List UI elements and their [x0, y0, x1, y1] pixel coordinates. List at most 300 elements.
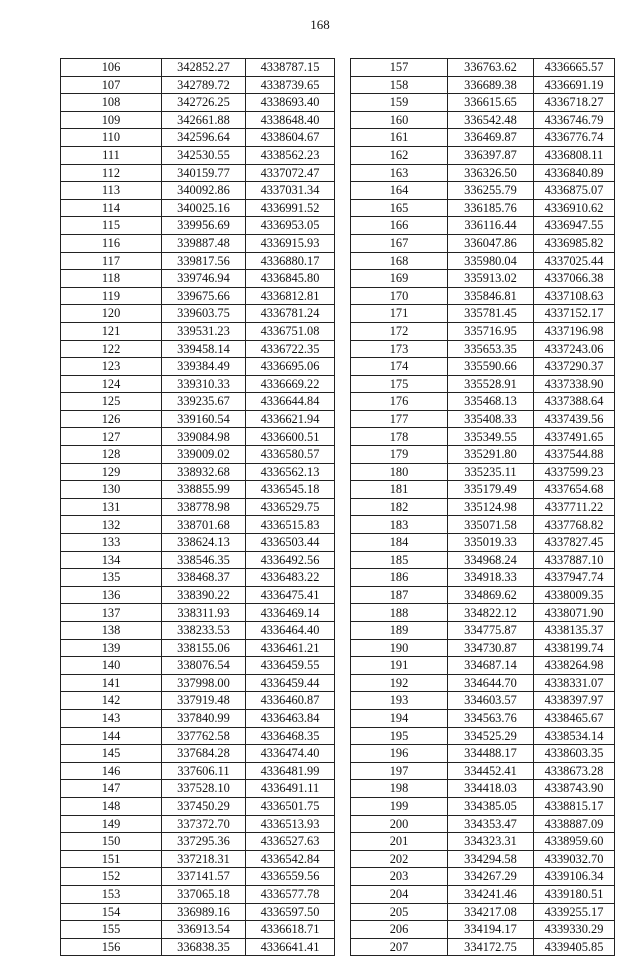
x-coordinate-cell: 334730.87: [448, 639, 534, 657]
table-row: [351, 938, 615, 956]
y-coordinate-cell: 4336474.40: [246, 745, 335, 763]
y-coordinate-cell: 4336501.75: [246, 797, 335, 815]
point-number-cell: 116: [61, 234, 162, 252]
y-coordinate-cell: 4336459.55: [246, 657, 335, 675]
y-coordinate-cell: 4336562.13: [246, 463, 335, 481]
table-row: [351, 815, 615, 833]
y-coordinate-cell: 4337827.45: [534, 534, 615, 552]
point-number-cell: 184: [351, 534, 448, 552]
point-number-cell: 160: [351, 111, 448, 129]
table-row: [61, 692, 335, 710]
table-row: [351, 569, 615, 587]
table-row: [351, 463, 615, 481]
y-coordinate-cell: 4338887.09: [534, 815, 615, 833]
y-coordinate-cell: 4338787.15: [246, 59, 335, 77]
point-number-cell: 134: [61, 551, 162, 569]
x-coordinate-cell: 342530.55: [162, 146, 246, 164]
x-coordinate-cell: 342596.64: [162, 129, 246, 147]
y-coordinate-cell: 4338603.35: [534, 745, 615, 763]
point-number-cell: 186: [351, 569, 448, 587]
point-number-cell: 175: [351, 375, 448, 393]
x-coordinate-cell: 337295.36: [162, 833, 246, 851]
y-coordinate-cell: 4337290.37: [534, 358, 615, 376]
table-row: [351, 129, 615, 147]
x-coordinate-cell: 340159.77: [162, 164, 246, 182]
y-coordinate-cell: 4336722.35: [246, 340, 335, 358]
point-number-cell: 130: [61, 481, 162, 499]
y-coordinate-cell: 4336577.78: [246, 885, 335, 903]
table-row: [61, 129, 335, 147]
table-row: [351, 498, 615, 516]
x-coordinate-cell: 337065.18: [162, 885, 246, 903]
point-number-cell: 206: [351, 921, 448, 939]
y-coordinate-cell: 4336580.57: [246, 446, 335, 464]
table-row: [351, 727, 615, 745]
table-row: [351, 252, 615, 270]
point-number-cell: 165: [351, 199, 448, 217]
x-coordinate-cell: 337450.29: [162, 797, 246, 815]
x-coordinate-cell: 339160.54: [162, 410, 246, 428]
x-coordinate-cell: 334194.17: [448, 921, 534, 939]
x-coordinate-cell: 336047.86: [448, 234, 534, 252]
table-row: [61, 340, 335, 358]
point-number-cell: 196: [351, 745, 448, 763]
point-number-cell: 172: [351, 322, 448, 340]
point-number-cell: 174: [351, 358, 448, 376]
y-coordinate-cell: 4336597.50: [246, 903, 335, 921]
x-coordinate-cell: 334217.08: [448, 903, 534, 921]
point-number-cell: 194: [351, 709, 448, 727]
point-number-cell: 192: [351, 674, 448, 692]
y-coordinate-cell: 4339330.29: [534, 921, 615, 939]
table-row: [351, 709, 615, 727]
table-row: [351, 94, 615, 112]
table-row: [351, 674, 615, 692]
x-coordinate-cell: 334418.03: [448, 780, 534, 798]
x-coordinate-cell: 339746.94: [162, 270, 246, 288]
point-number-cell: 107: [61, 76, 162, 94]
x-coordinate-cell: 342852.27: [162, 59, 246, 77]
table-row: [61, 850, 335, 868]
point-number-cell: 187: [351, 586, 448, 604]
y-coordinate-cell: 4336529.75: [246, 498, 335, 516]
x-coordinate-cell: 335124.98: [448, 498, 534, 516]
point-number-cell: 115: [61, 217, 162, 235]
y-coordinate-cell: 4337388.64: [534, 393, 615, 411]
x-coordinate-cell: 337684.28: [162, 745, 246, 763]
point-number-cell: 204: [351, 885, 448, 903]
table-row: [61, 938, 335, 956]
table-row: [351, 639, 615, 657]
table-row: [351, 59, 615, 77]
table-row: [61, 146, 335, 164]
point-number-cell: 176: [351, 393, 448, 411]
y-coordinate-cell: 4337196.98: [534, 322, 615, 340]
point-number-cell: 126: [61, 410, 162, 428]
point-number-cell: 153: [61, 885, 162, 903]
point-number-cell: 112: [61, 164, 162, 182]
table-row: [61, 252, 335, 270]
x-coordinate-cell: 335349.55: [448, 428, 534, 446]
table-row: [61, 797, 335, 815]
point-number-cell: 200: [351, 815, 448, 833]
y-coordinate-cell: 4337108.63: [534, 287, 615, 305]
point-number-cell: 207: [351, 938, 448, 956]
y-coordinate-cell: 4338815.17: [534, 797, 615, 815]
table-row: [351, 111, 615, 129]
point-number-cell: 119: [61, 287, 162, 305]
x-coordinate-cell: 335846.81: [448, 287, 534, 305]
y-coordinate-cell: 4336527.63: [246, 833, 335, 851]
x-coordinate-cell: 338778.98: [162, 498, 246, 516]
y-coordinate-cell: 4336781.24: [246, 305, 335, 323]
x-coordinate-cell: 338624.13: [162, 534, 246, 552]
y-coordinate-cell: 4337491.65: [534, 428, 615, 446]
x-coordinate-cell: 336763.62: [448, 59, 534, 77]
y-coordinate-cell: 4337887.10: [534, 551, 615, 569]
table-row: [351, 692, 615, 710]
table-row: [61, 534, 335, 552]
x-coordinate-cell: 337998.00: [162, 674, 246, 692]
y-coordinate-cell: 4336559.56: [246, 868, 335, 886]
y-coordinate-cell: 4338562.23: [246, 146, 335, 164]
table-row: [61, 287, 335, 305]
x-coordinate-cell: 336989.16: [162, 903, 246, 921]
table-row: [61, 745, 335, 763]
table-row: [61, 516, 335, 534]
x-coordinate-cell: 339384.49: [162, 358, 246, 376]
x-coordinate-cell: 339531.23: [162, 322, 246, 340]
y-coordinate-cell: 4336845.80: [246, 270, 335, 288]
y-coordinate-cell: 4336808.11: [534, 146, 615, 164]
point-number-cell: 141: [61, 674, 162, 692]
table-row: [61, 498, 335, 516]
y-coordinate-cell: 4336985.82: [534, 234, 615, 252]
point-number-cell: 161: [351, 129, 448, 147]
x-coordinate-cell: 335781.45: [448, 305, 534, 323]
x-coordinate-cell: 336397.87: [448, 146, 534, 164]
point-number-cell: 201: [351, 833, 448, 851]
point-number-cell: 159: [351, 94, 448, 112]
table-row: [351, 146, 615, 164]
table-row: [351, 446, 615, 464]
x-coordinate-cell: 334172.75: [448, 938, 534, 956]
y-coordinate-cell: 4338465.67: [534, 709, 615, 727]
table-row: [351, 534, 615, 552]
x-coordinate-cell: 335590.66: [448, 358, 534, 376]
x-coordinate-cell: 334775.87: [448, 622, 534, 640]
y-coordinate-cell: 4339405.85: [534, 938, 615, 956]
table-row: [61, 94, 335, 112]
x-coordinate-cell: 335528.91: [448, 375, 534, 393]
x-coordinate-cell: 338468.37: [162, 569, 246, 587]
point-number-cell: 146: [61, 762, 162, 780]
table-row: [351, 375, 615, 393]
x-coordinate-cell: 334294.58: [448, 850, 534, 868]
x-coordinate-cell: 338311.93: [162, 604, 246, 622]
y-coordinate-cell: 4336953.05: [246, 217, 335, 235]
y-coordinate-cell: 4336461.21: [246, 639, 335, 657]
table-row: [351, 340, 615, 358]
y-coordinate-cell: 4338743.90: [534, 780, 615, 798]
y-coordinate-cell: 4338534.14: [534, 727, 615, 745]
point-number-cell: 171: [351, 305, 448, 323]
table-row: [61, 111, 335, 129]
x-coordinate-cell: 336255.79: [448, 182, 534, 200]
x-coordinate-cell: 339956.69: [162, 217, 246, 235]
point-number-cell: 123: [61, 358, 162, 376]
y-coordinate-cell: 4339255.17: [534, 903, 615, 921]
point-number-cell: 182: [351, 498, 448, 516]
point-number-cell: 173: [351, 340, 448, 358]
table-row: [61, 868, 335, 886]
point-number-cell: 156: [61, 938, 162, 956]
table-row: [61, 270, 335, 288]
x-coordinate-cell: 340025.16: [162, 199, 246, 217]
x-coordinate-cell: 334869.62: [448, 586, 534, 604]
y-coordinate-cell: 4336776.74: [534, 129, 615, 147]
x-coordinate-cell: 334525.29: [448, 727, 534, 745]
point-number-cell: 139: [61, 639, 162, 657]
y-coordinate-cell: 4337599.23: [534, 463, 615, 481]
table-row: [61, 234, 335, 252]
table-row: [351, 481, 615, 499]
point-number-cell: 151: [61, 850, 162, 868]
point-number-cell: 168: [351, 252, 448, 270]
x-coordinate-cell: 336185.76: [448, 199, 534, 217]
table-row: [351, 182, 615, 200]
table-row: [61, 674, 335, 692]
y-coordinate-cell: 4338199.74: [534, 639, 615, 657]
x-coordinate-cell: 339675.66: [162, 287, 246, 305]
table-row: [61, 709, 335, 727]
y-coordinate-cell: 4336621.94: [246, 410, 335, 428]
point-number-cell: 154: [61, 903, 162, 921]
x-coordinate-cell: 334385.05: [448, 797, 534, 815]
point-number-cell: 198: [351, 780, 448, 798]
point-number-cell: 128: [61, 446, 162, 464]
table-row: [351, 797, 615, 815]
point-number-cell: 164: [351, 182, 448, 200]
y-coordinate-cell: 4336600.51: [246, 428, 335, 446]
point-number-cell: 178: [351, 428, 448, 446]
table-row: [61, 463, 335, 481]
y-coordinate-cell: 4336464.40: [246, 622, 335, 640]
x-coordinate-cell: 335408.33: [448, 410, 534, 428]
x-coordinate-cell: 339458.14: [162, 340, 246, 358]
point-number-cell: 152: [61, 868, 162, 886]
table-row: [351, 551, 615, 569]
y-coordinate-cell: 4338648.40: [246, 111, 335, 129]
y-coordinate-cell: 4338397.97: [534, 692, 615, 710]
table-row: [351, 604, 615, 622]
y-coordinate-cell: 4336469.14: [246, 604, 335, 622]
y-coordinate-cell: 4336840.89: [534, 164, 615, 182]
table-row: [351, 657, 615, 675]
x-coordinate-cell: 339887.48: [162, 234, 246, 252]
table-row: [351, 868, 615, 886]
point-number-cell: 113: [61, 182, 162, 200]
x-coordinate-cell: 338076.54: [162, 657, 246, 675]
table-row: [351, 164, 615, 182]
table-row: [61, 182, 335, 200]
table-row: [61, 393, 335, 411]
table-row: [61, 727, 335, 745]
x-coordinate-cell: 336838.35: [162, 938, 246, 956]
table-row: [351, 850, 615, 868]
y-coordinate-cell: 4336991.52: [246, 199, 335, 217]
table-row: [351, 516, 615, 534]
y-coordinate-cell: 4336459.44: [246, 674, 335, 692]
table-row: [61, 59, 335, 77]
point-number-cell: 158: [351, 76, 448, 94]
table-row: [61, 639, 335, 657]
x-coordinate-cell: 337840.99: [162, 709, 246, 727]
y-coordinate-cell: 4336513.93: [246, 815, 335, 833]
y-coordinate-cell: 4336915.93: [246, 234, 335, 252]
table-row: [61, 903, 335, 921]
y-coordinate-cell: 4336481.99: [246, 762, 335, 780]
y-coordinate-cell: 4337338.90: [534, 375, 615, 393]
table-row: [61, 428, 335, 446]
point-number-cell: 108: [61, 94, 162, 112]
point-number-cell: 177: [351, 410, 448, 428]
table-row: [351, 76, 615, 94]
x-coordinate-cell: 335468.13: [448, 393, 534, 411]
table-row: [61, 657, 335, 675]
point-number-cell: 188: [351, 604, 448, 622]
y-coordinate-cell: 4336695.06: [246, 358, 335, 376]
x-coordinate-cell: 334323.31: [448, 833, 534, 851]
page-number: 168: [310, 17, 330, 32]
x-coordinate-cell: 338932.68: [162, 463, 246, 481]
y-coordinate-cell: 4336463.84: [246, 709, 335, 727]
x-coordinate-cell: 334241.46: [448, 885, 534, 903]
point-number-cell: 138: [61, 622, 162, 640]
y-coordinate-cell: 4338604.67: [246, 129, 335, 147]
table-row: [351, 393, 615, 411]
point-number-cell: 118: [61, 270, 162, 288]
y-coordinate-cell: 4336880.17: [246, 252, 335, 270]
y-coordinate-cell: 4336665.57: [534, 59, 615, 77]
table-row: [61, 358, 335, 376]
table-row: [61, 586, 335, 604]
table-row: [61, 622, 335, 640]
point-number-cell: 181: [351, 481, 448, 499]
table-row: [61, 322, 335, 340]
table-row: [351, 903, 615, 921]
table-row: [351, 287, 615, 305]
point-number-cell: 166: [351, 217, 448, 235]
x-coordinate-cell: 335235.11: [448, 463, 534, 481]
point-number-cell: 170: [351, 287, 448, 305]
y-coordinate-cell: 4337654.68: [534, 481, 615, 499]
coordinates-table-right: [350, 58, 615, 956]
x-coordinate-cell: 338233.53: [162, 622, 246, 640]
x-coordinate-cell: 334687.14: [448, 657, 534, 675]
x-coordinate-cell: 338546.35: [162, 551, 246, 569]
y-coordinate-cell: 4338673.28: [534, 762, 615, 780]
x-coordinate-cell: 338390.22: [162, 586, 246, 604]
x-coordinate-cell: 335980.04: [448, 252, 534, 270]
x-coordinate-cell: 335653.35: [448, 340, 534, 358]
table-row: [61, 217, 335, 235]
point-number-cell: 127: [61, 428, 162, 446]
point-number-cell: 193: [351, 692, 448, 710]
x-coordinate-cell: 334488.17: [448, 745, 534, 763]
point-number-cell: 147: [61, 780, 162, 798]
point-number-cell: 179: [351, 446, 448, 464]
x-coordinate-cell: 334644.70: [448, 674, 534, 692]
x-coordinate-cell: 336542.48: [448, 111, 534, 129]
table-row: [61, 833, 335, 851]
y-coordinate-cell: 4337544.88: [534, 446, 615, 464]
table-row: [61, 885, 335, 903]
table-row: [61, 762, 335, 780]
x-coordinate-cell: 339084.98: [162, 428, 246, 446]
table-row: [61, 551, 335, 569]
table-row: [351, 428, 615, 446]
y-coordinate-cell: 4336618.71: [246, 921, 335, 939]
table-row: [351, 921, 615, 939]
point-number-cell: 137: [61, 604, 162, 622]
point-number-cell: 183: [351, 516, 448, 534]
y-coordinate-cell: 4339106.34: [534, 868, 615, 886]
y-coordinate-cell: 4336751.08: [246, 322, 335, 340]
point-number-cell: 117: [61, 252, 162, 270]
table-row: [61, 164, 335, 182]
x-coordinate-cell: 342789.72: [162, 76, 246, 94]
point-number-cell: 111: [61, 146, 162, 164]
y-coordinate-cell: 4336812.81: [246, 287, 335, 305]
point-number-cell: 155: [61, 921, 162, 939]
y-coordinate-cell: 4338135.37: [534, 622, 615, 640]
x-coordinate-cell: 334968.24: [448, 551, 534, 569]
x-coordinate-cell: 337919.48: [162, 692, 246, 710]
x-coordinate-cell: 336615.65: [448, 94, 534, 112]
y-coordinate-cell: 4336491.11: [246, 780, 335, 798]
x-coordinate-cell: 334563.76: [448, 709, 534, 727]
point-number-cell: 190: [351, 639, 448, 657]
point-number-cell: 122: [61, 340, 162, 358]
y-coordinate-cell: 4336746.79: [534, 111, 615, 129]
point-number-cell: 110: [61, 129, 162, 147]
x-coordinate-cell: 334603.57: [448, 692, 534, 710]
y-coordinate-cell: 4338331.07: [534, 674, 615, 692]
point-number-cell: 143: [61, 709, 162, 727]
table-row: [351, 745, 615, 763]
y-coordinate-cell: 4336875.07: [534, 182, 615, 200]
x-coordinate-cell: 338155.06: [162, 639, 246, 657]
x-coordinate-cell: 337141.57: [162, 868, 246, 886]
x-coordinate-cell: 342661.88: [162, 111, 246, 129]
x-coordinate-cell: 336913.54: [162, 921, 246, 939]
x-coordinate-cell: 338701.68: [162, 516, 246, 534]
table-row: [61, 780, 335, 798]
table-row: [61, 815, 335, 833]
point-number-cell: 195: [351, 727, 448, 745]
y-coordinate-cell: 4337711.22: [534, 498, 615, 516]
x-coordinate-cell: 342726.25: [162, 94, 246, 112]
point-number-cell: 163: [351, 164, 448, 182]
table-row: [351, 622, 615, 640]
y-coordinate-cell: 4336644.84: [246, 393, 335, 411]
point-number-cell: 189: [351, 622, 448, 640]
point-number-cell: 203: [351, 868, 448, 886]
point-number-cell: 148: [61, 797, 162, 815]
table-row: [351, 322, 615, 340]
point-number-cell: 124: [61, 375, 162, 393]
